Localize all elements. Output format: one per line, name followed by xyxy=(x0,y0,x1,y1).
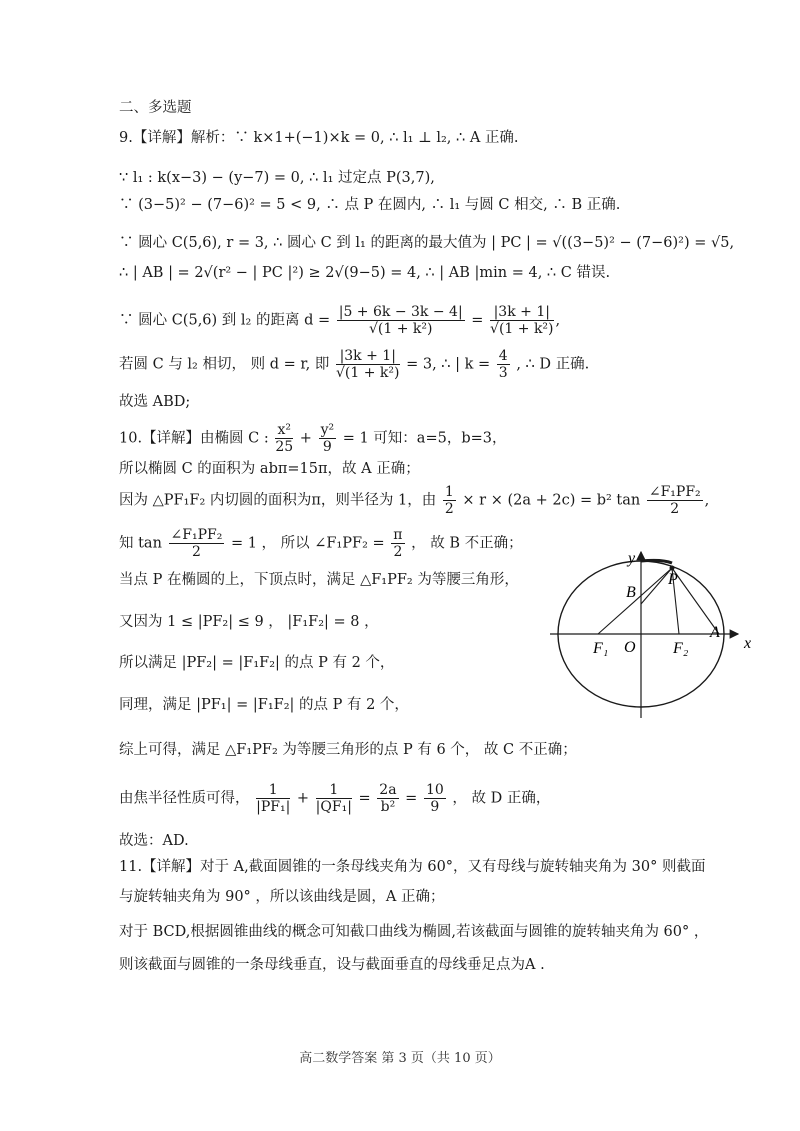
point-p xyxy=(670,566,675,571)
label-f1: F₁ xyxy=(593,640,609,657)
fraction: $\frac{|5 + 6k - 3k - 4|}{\text{√(1 + k²)}}$ xyxy=(338,304,463,337)
answer-9-line-6: ∵ 圆心 C(5,6) 到 l₂ 的距离 d = $\frac{|5 + 6k - 3k - 4|}{\text{√(1 + k²)}}$ = $\frac{|3k + 1|}{\text{√(1 + k²)}}$ , xyxy=(119,304,561,337)
answer-10-line-9: 综上可得，满足 △F₁PF₂ 为等腰三角形的点 P 有 6 个， 故 C 不正确； xyxy=(119,742,577,758)
fraction: $\frac{1}{2}$ xyxy=(444,484,454,517)
answer-9-line-1: 9.【详解】解析：∵ k×1+(−1)×k = 0, ∴ l₁ ⊥ l₂, ∴ A 正确. xyxy=(119,130,519,146)
fraction: $\frac{4}{3}$ xyxy=(498,348,508,381)
answer-9-line-7: 若圆 C 与 l₂ 相切， 则 d = r, 即 $\frac{|3k + 1|}{\text{√(1 + k²)}}$ = 3, ∴ | k = $\frac{4}{3}$ , ∴ D 正确. xyxy=(119,348,590,381)
fraction: $\frac{1}{\text{|PF₁|}}$ xyxy=(256,782,291,815)
section-title: 二、多选题 xyxy=(119,100,192,116)
label-a: A xyxy=(710,624,720,641)
answer-11-line-2: 与旋转轴夹角为 90° ，所以该曲线是圆，A 正确； xyxy=(119,889,445,905)
segment-pf1 xyxy=(598,568,672,634)
answer-11-line-3: 对于 BCD,根据圆锥曲线的概念可知截口曲线为椭圆,若该截面与圆锥的旋转轴夹角为 60° ， xyxy=(119,924,709,940)
answer-11-line-1: 11.【详解】对于 A,截面圆锥的一条母线夹角为 60°，又有母线与旋转轴夹角为 30° 则截面 xyxy=(119,859,706,875)
answer-10-line-5: 当点 P 在椭圆的上，下顶点时，满足 △F₁PF₂ 为等腰三角形， xyxy=(119,572,519,588)
answer-10-line-6: 又因为 1 ≤ |PF₂| ≤ 9 ， |F₁F₂| = 8 ， xyxy=(119,614,379,630)
answer-10-line-8: 同理，满足 |PF₁| = |F₁F₂| 的点 P 有 2 个， xyxy=(119,697,409,713)
answer-9-line-2: ∵ l₁ : k(x−3) − (y−7) = 0, ∴ l₁ 过定点 P(3,7), xyxy=(119,170,435,186)
ellipse-figure xyxy=(545,548,765,720)
label-f2: F₂ xyxy=(673,640,689,657)
answer-9-choice: 故选 ABD; xyxy=(119,394,191,410)
fraction: $\frac{1}{\text{|QF₁|}}$ xyxy=(315,782,352,815)
answer-9-line-3: ∵ (3−5)² − (7−6)² = 5 < 9, ∴ 点 P 在圆内, ∴ l₁ 与圆 C 相交, ∴ B 正确. xyxy=(119,197,621,213)
answer-10-line-4: 知 tan $\frac{\text{∠F₁PF₂}}{2}$ = 1 ， 所以 ∠F₁PF₂ = $\frac{\pi}{2}$ ， 故 B 不正确； xyxy=(119,527,523,560)
fraction: $\frac{\text{∠F₁PF₂}}{2}$ xyxy=(648,484,701,517)
label-o: O xyxy=(624,639,636,656)
answer-10-line-3: 因为 △PF₁F₂ 内切圆的面积为π，则半径为 1，由 $\frac{1}{2}$ × r × (2a + 2c) = b² tan $\frac{\text{∠F₁PF₂}}{2}$ , xyxy=(119,484,710,517)
answer-9-line-5: ∴ | AB | = 2√(r² − | PC |²) ≥ 2√(9−5) = 4, ∴ | AB |min = 4, ∴ C 错误. xyxy=(119,265,611,281)
label-y: y xyxy=(628,550,636,567)
fraction: $\frac{\text{y²}}{9}$ xyxy=(320,422,335,455)
fraction: $\frac{|3k + 1|}{\text{√(1 + k²)}}$ xyxy=(336,348,400,381)
label-p: P xyxy=(668,571,678,588)
answer-10-line-1: 10.【详解】由椭圆 C : $\frac{\text{x²}}{25}$ + $\frac{\text{y²}}{9}$ = 1 可知：a=5，b=3， xyxy=(119,422,507,455)
page-footer: 高二数学答案 第 3 页（共 10 页） xyxy=(299,1051,501,1066)
fraction: $\frac{\text{∠F₁PF₂}}{2}$ xyxy=(170,527,223,560)
answer-10-line-2: 所以椭圆 C 的面积为 abπ=15π，故 A 正确； xyxy=(119,461,420,477)
answer-10-line-10: 由焦半径性质可得， $\frac{1}{\text{|PF₁|}}$ + $\frac{1}{\text{|QF₁|}}$ = $\frac{2a}{\text{b²}}$ = $\frac{10}{9}$ ， 故 D 正确， xyxy=(119,782,551,815)
label-b: B xyxy=(626,584,636,601)
fraction: $\frac{10}{9}$ xyxy=(425,782,444,815)
answer-11-line-4: 则该截面与圆锥的一条母线垂直，设与截面垂直的母线垂足点为A . xyxy=(119,957,545,973)
fraction: $\frac{\text{x²}}{25}$ xyxy=(275,422,294,455)
answer-10-choice: 故选：AD. xyxy=(119,833,189,849)
fraction: $\frac{|3k + 1|}{\text{√(1 + k²)}}$ xyxy=(490,304,554,337)
answer-9-line-4: ∵ 圆心 C(5,6), r = 3, ∴ 圆心 C 到 l₁ 的距离的最大值为 | PC | = √((3−5)² − (7−6)²) = √5, xyxy=(119,235,735,251)
answer-10-line-7: 所以满足 |PF₂| = |F₁F₂| 的点 P 有 2 个， xyxy=(119,655,395,671)
label-x: x xyxy=(744,635,752,652)
fraction: $\frac{2a}{\text{b²}}$ xyxy=(379,782,397,815)
fraction: $\frac{\pi}{2}$ xyxy=(393,527,403,560)
